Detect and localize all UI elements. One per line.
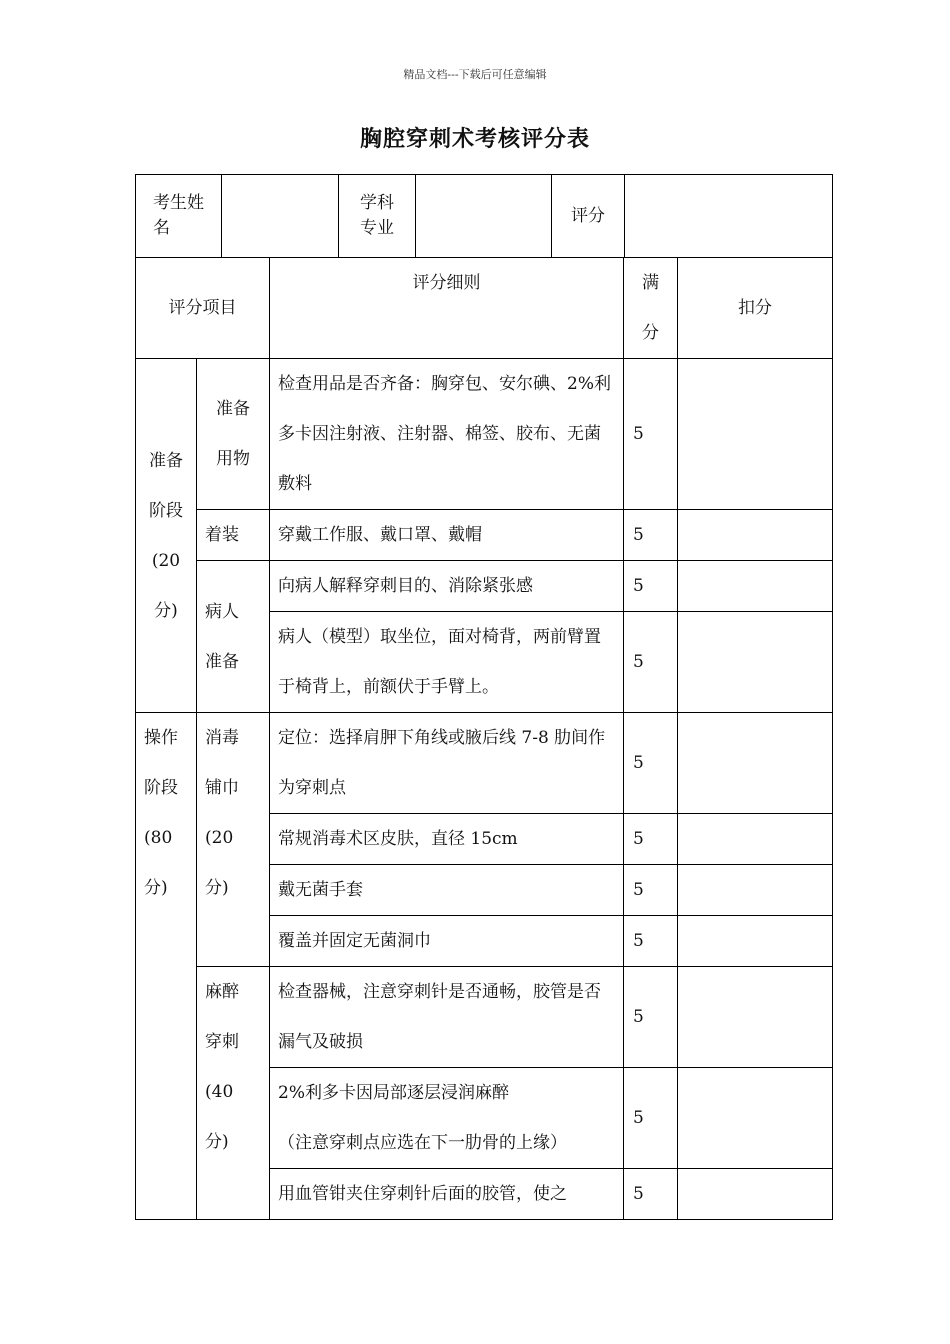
full-score: 5	[624, 510, 678, 561]
sub-patient: 病人准备	[197, 561, 270, 713]
scoring-table	[135, 257, 833, 1220]
detail-row: 检查用品是否齐备：胸穿包、安尔碘、2%利多卡因注射液、注射器、棉签、胶布、无菌敷料	[270, 359, 624, 510]
detail-row: 常规消毒术区皮肤，直径 15cm	[270, 814, 624, 865]
deduct-cell[interactable]	[678, 967, 833, 1068]
detail-row: 检查器械，注意穿刺针是否通畅，胶管是否漏气及破损	[270, 967, 624, 1068]
full-score: 5	[624, 561, 678, 612]
stage-oper: 操作阶段(80分)	[136, 713, 197, 1220]
full-score: 5	[624, 612, 678, 713]
major-field[interactable]	[416, 175, 552, 258]
deduct-cell[interactable]	[678, 713, 833, 814]
deduct-cell[interactable]	[678, 1068, 833, 1169]
name-field[interactable]	[222, 175, 339, 258]
full-score: 5	[624, 967, 678, 1068]
full-score: 5	[624, 814, 678, 865]
col-full-header: 满分	[624, 258, 678, 359]
detail-row: 穿戴工作服、戴口罩、戴帽	[270, 510, 624, 561]
deduct-cell[interactable]	[678, 1169, 833, 1220]
deduct-cell[interactable]	[678, 612, 833, 713]
sub-anesth: 麻醉穿刺(40分)	[197, 967, 270, 1220]
col-deduct-header: 扣分	[678, 258, 833, 359]
deduct-cell[interactable]	[678, 916, 833, 967]
deduct-cell[interactable]	[678, 561, 833, 612]
name-label: 考生姓名	[136, 175, 222, 258]
sub-materials: 准备用物	[197, 359, 270, 510]
col-detail-header: 评分细则	[270, 258, 624, 359]
detail-row: 向病人解释穿刺目的、消除紧张感	[270, 561, 624, 612]
deduct-cell[interactable]	[678, 865, 833, 916]
col-item-header: 评分项目	[136, 258, 270, 359]
score-label: 评分	[552, 175, 625, 258]
deduct-cell[interactable]	[678, 359, 833, 510]
detail-row: 覆盖并固定无菌洞巾	[270, 916, 624, 967]
full-score: 5	[624, 713, 678, 814]
detail-row: 用血管钳夹住穿刺针后面的胶管，使之	[270, 1169, 624, 1220]
stage-prep: 准备阶段(20分)	[136, 359, 197, 713]
detail-row: 病人（模型）取坐位，面对椅背，两前臂置于椅背上，前额伏于手臂上。	[270, 612, 624, 713]
major-label: 学科专业	[339, 175, 416, 258]
sub-dress: 着装	[197, 510, 270, 561]
detail-row: 2%利多卡因局部逐层浸润麻醉 （注意穿刺点应选在下一肋骨的上缘）	[270, 1068, 624, 1169]
header-note: 精品文档---下载后可任意编辑	[403, 68, 547, 81]
deduct-cell[interactable]	[678, 510, 833, 561]
sub-disinfect: 消毒铺巾(20分)	[197, 713, 270, 967]
score-field[interactable]	[625, 175, 833, 258]
full-score: 5	[624, 359, 678, 510]
full-score: 5	[624, 916, 678, 967]
full-score: 5	[624, 1169, 678, 1220]
detail-row: 戴无菌手套	[270, 865, 624, 916]
full-score: 5	[624, 865, 678, 916]
info-table	[135, 174, 833, 258]
full-score: 5	[624, 1068, 678, 1169]
detail-row: 定位：选择肩胛下角线或腋后线 7-8 肋间作为穿刺点	[270, 713, 624, 814]
page-title: 胸腔穿刺术考核评分表	[359, 126, 590, 152]
deduct-cell[interactable]	[678, 814, 833, 865]
